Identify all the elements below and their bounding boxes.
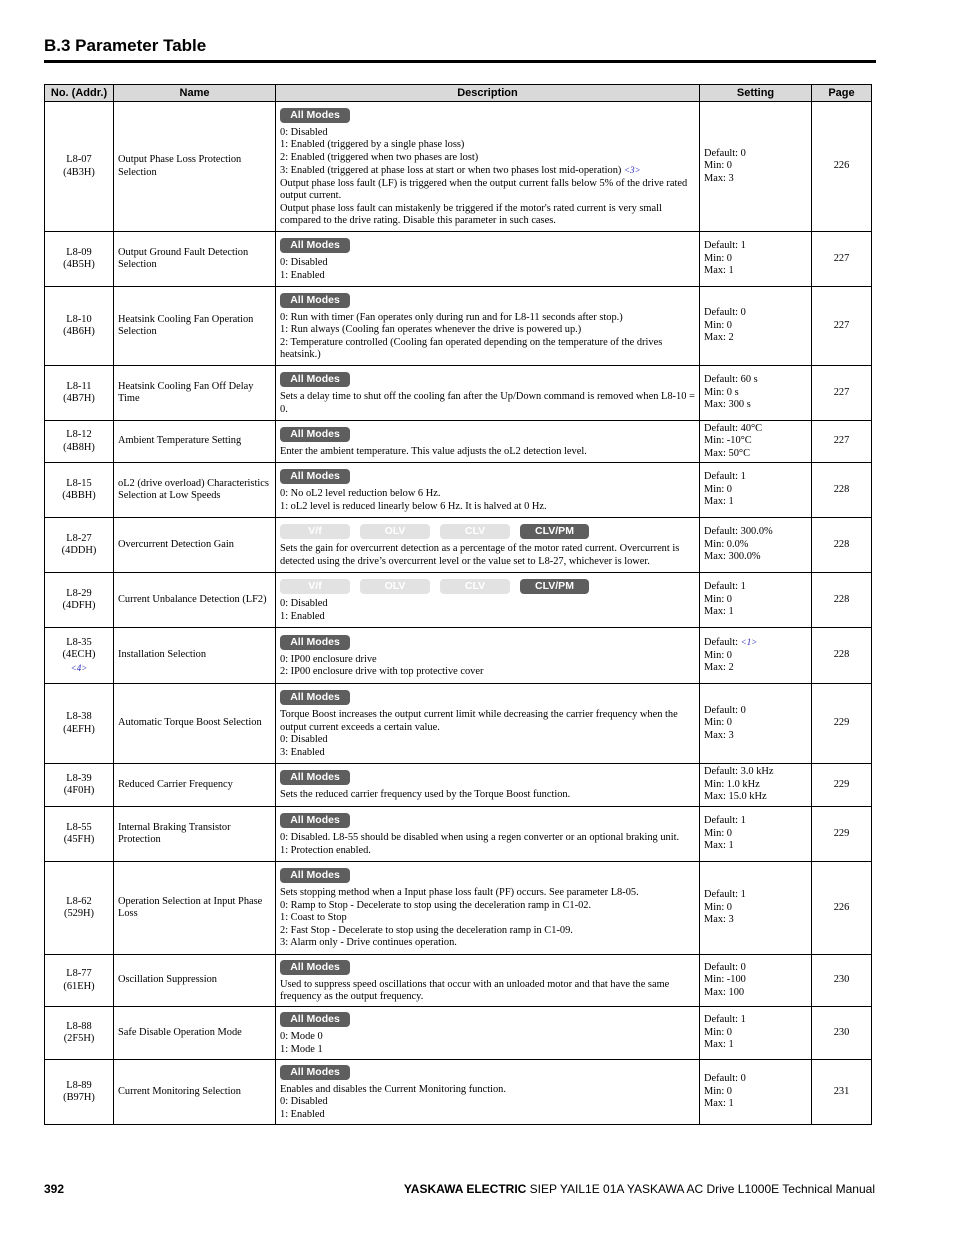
param-name: Overcurrent Detection Gain bbox=[114, 518, 276, 573]
olv-mode-badge: OLV bbox=[360, 579, 430, 594]
page-number: 392 bbox=[44, 1182, 65, 1196]
mode-badges bbox=[280, 524, 695, 539]
param-description: All Modes Enables and disables the Current Monitoring function. 0: Disabled 1: Enabled bbox=[276, 1060, 700, 1125]
clvpm-mode-badge: CLV/PM bbox=[520, 524, 589, 539]
table-row bbox=[45, 862, 872, 955]
param-name: Current Monitoring Selection bbox=[114, 1060, 276, 1125]
header-no: No. (Addr.) bbox=[45, 85, 114, 102]
param-setting: Default: 0 Min: 0 Max: 1 bbox=[700, 1060, 812, 1125]
param-number: L8-88 (2F5H) bbox=[45, 1007, 114, 1060]
param-description: All Modes Enter the ambient temperature. This value adjusts the oL2 detection level. bbox=[276, 421, 700, 463]
mode-badges bbox=[280, 770, 695, 785]
param-setting: Default: 40°C Min: -10°C Max: 50°C bbox=[700, 421, 812, 463]
param-number: L8-77 (61EH) bbox=[45, 955, 114, 1007]
param-setting: Default: 1 Min: 0 Max: 1 bbox=[700, 463, 812, 518]
all-modes-badge: All Modes bbox=[280, 372, 350, 387]
page-ref[interactable]: 230 bbox=[812, 1007, 872, 1060]
vf-mode-badge: V/f bbox=[280, 579, 350, 594]
param-name: oL2 (drive overload) Characteristics Selection at Low Speeds bbox=[114, 463, 276, 518]
param-description: All Modes 0: No oL2 level reduction below 6 Hz. 1: oL2 level is reduced linearly below 6 Hz. It is halved at 0 Hz. bbox=[276, 463, 700, 518]
footer-brand: YASKAWA ELECTRIC bbox=[403, 1182, 527, 1196]
param-setting: Default: 1 Min: 0 Max: 1 bbox=[700, 573, 812, 628]
page-ref[interactable]: 226 bbox=[812, 862, 872, 955]
param-setting: Default: 1 Min: 0 Max: 1 bbox=[700, 232, 812, 287]
table-row bbox=[45, 463, 872, 518]
param-name: Safe Disable Operation Mode bbox=[114, 1007, 276, 1060]
param-number: L8-55 (45FH) bbox=[45, 807, 114, 862]
param-description: All Modes 0: Disabled 1: Enabled bbox=[276, 232, 700, 287]
all-modes-badge: All Modes bbox=[280, 635, 350, 650]
table-row bbox=[45, 287, 872, 366]
page-ref[interactable]: 228 bbox=[812, 463, 872, 518]
param-setting: Default: 0 Min: 0 Max: 3 bbox=[700, 684, 812, 764]
title-rule bbox=[44, 60, 876, 63]
param-number: L8-35 (4ECH) <4> bbox=[45, 628, 114, 684]
mode-badges bbox=[280, 635, 695, 650]
param-setting: Default: 0 Min: 0 Max: 2 bbox=[700, 287, 812, 366]
param-number: L8-11 (4B7H) bbox=[45, 366, 114, 421]
param-number: L8-39 (4F0H) bbox=[45, 764, 114, 807]
param-name: Ambient Temperature Setting bbox=[114, 421, 276, 463]
param-description: All Modes Sets stopping method when a Input phase loss fault (PF) occurs. See parameter L8-05. 0: Ramp to Stop - Decelerate to stop using the deceleration ramp in C1-02. 1: Coast to Stop 2: Fast Stop - Decelerate to stop using the deceleration ramp in C1-09. 3: Alarm only - Drive continues operation. bbox=[276, 862, 700, 955]
param-description: All Modes Used to suppress speed oscillations that occur with an unloaded motor and that have the same frequency as the output frequency. bbox=[276, 955, 700, 1007]
table-row bbox=[45, 102, 872, 232]
param-name: Internal Braking Transistor Protection bbox=[114, 807, 276, 862]
all-modes-badge: All Modes bbox=[280, 690, 350, 705]
mode-badges bbox=[280, 960, 695, 975]
param-setting: Default: 1 Min: 0 Max: 3 bbox=[700, 862, 812, 955]
table-row bbox=[45, 628, 872, 684]
page-ref[interactable]: 230 bbox=[812, 955, 872, 1007]
header-name: Name bbox=[114, 85, 276, 102]
param-description: All Modes 0: Run with timer (Fan operates only during run and for L8-11 seconds after stop.) 1: Run always (Cooling fan operates whenever the drive is powered up.) 2: Temperature controlled (Cooling fan operated depending on the temperature of the drives heatsink.) bbox=[276, 287, 700, 366]
all-modes-badge: All Modes bbox=[280, 293, 350, 308]
param-setting: Default: 60 s Min: 0 s Max: 300 s bbox=[700, 366, 812, 421]
section-title: B.3 Parameter Table bbox=[44, 36, 207, 55]
page-ref[interactable]: 228 bbox=[812, 518, 872, 573]
param-number: L8-27 (4DDH) bbox=[45, 518, 114, 573]
param-description: All Modes 0: IP00 enclosure drive 2: IP00 enclosure drive with top protective cover bbox=[276, 628, 700, 684]
param-number: L8-62 (529H) bbox=[45, 862, 114, 955]
param-setting: Default: 300.0% Min: 0.0% Max: 300.0% bbox=[700, 518, 812, 573]
table-row bbox=[45, 366, 872, 421]
param-name: Heatsink Cooling Fan Off Delay Time bbox=[114, 366, 276, 421]
mode-badges bbox=[280, 1012, 695, 1027]
mode-badges bbox=[280, 813, 695, 828]
table-row bbox=[45, 232, 872, 287]
mode-badges bbox=[280, 293, 695, 308]
param-number: L8-89 (B97H) bbox=[45, 1060, 114, 1125]
param-setting: Default: <1> Min: 0 Max: 2 bbox=[700, 628, 812, 684]
param-number: L8-12 (4B8H) bbox=[45, 421, 114, 463]
all-modes-badge: All Modes bbox=[280, 960, 350, 975]
all-modes-badge: All Modes bbox=[280, 469, 350, 484]
param-name: Automatic Torque Boost Selection bbox=[114, 684, 276, 764]
header-description: Description bbox=[276, 85, 700, 102]
header-page: Page bbox=[812, 85, 872, 102]
page-ref[interactable]: 229 bbox=[812, 764, 872, 807]
param-setting: Default: 0 Min: -100 Max: 100 bbox=[700, 955, 812, 1007]
page-ref[interactable]: 227 bbox=[812, 366, 872, 421]
param-description: All Modes 0: Disabled. L8-55 should be disabled when using a regen converter or an optional braking unit. 1: Protection enabled. bbox=[276, 807, 700, 862]
footer-doc-title bbox=[404, 1182, 875, 1196]
page-ref[interactable]: 229 bbox=[812, 684, 872, 764]
param-description: All Modes Sets the reduced carrier frequency used by the Torque Boost function. bbox=[276, 764, 700, 807]
param-description: V/f OLV CLV CLV/PM Sets the gain for overcurrent detection as a percentage of the motor rated current. Overcurrent is detected using the drive’s overcurrent level or the value set to L8-27, whichever is lower. bbox=[276, 518, 700, 573]
page-ref[interactable]: 228 bbox=[812, 573, 872, 628]
param-description: All Modes Torque Boost increases the output current limit while decreasing the carrier frequency when the output current exceeds a certain value. 0: Disabled 3: Enabled bbox=[276, 684, 700, 764]
page-ref[interactable]: 231 bbox=[812, 1060, 872, 1125]
param-number: L8-29 (4DFH) bbox=[45, 573, 114, 628]
page-ref[interactable]: 226 bbox=[812, 102, 872, 232]
param-number: L8-09 (4B5H) bbox=[45, 232, 114, 287]
header-setting: Setting bbox=[700, 85, 812, 102]
all-modes-badge: All Modes bbox=[280, 868, 350, 883]
table-row bbox=[45, 764, 872, 807]
olv-mode-badge: OLV bbox=[360, 524, 430, 539]
param-name: Reduced Carrier Frequency bbox=[114, 764, 276, 807]
mode-badges bbox=[280, 690, 695, 705]
param-setting: Default: 1 Min: 0 Max: 1 bbox=[700, 1007, 812, 1060]
all-modes-badge: All Modes bbox=[280, 427, 350, 442]
all-modes-badge: All Modes bbox=[280, 238, 350, 253]
param-name: Installation Selection bbox=[114, 628, 276, 684]
param-number: L8-10 (4B6H) bbox=[45, 287, 114, 366]
param-description: All Modes Sets a delay time to shut off the cooling fan after the Up/Down command is removed when L8-10 = 0. bbox=[276, 366, 700, 421]
param-name: Heatsink Cooling Fan Operation Selection bbox=[114, 287, 276, 366]
mode-badges bbox=[280, 427, 695, 442]
table-header-row bbox=[45, 85, 872, 102]
mode-badges bbox=[280, 238, 695, 253]
all-modes-badge: All Modes bbox=[280, 1065, 350, 1080]
all-modes-badge: All Modes bbox=[280, 1012, 350, 1027]
vf-mode-badge: V/f bbox=[280, 524, 350, 539]
mode-badges bbox=[280, 372, 695, 387]
page-ref[interactable]: 227 bbox=[812, 232, 872, 287]
param-description: All Modes 0: Disabled 1: Enabled (triggered by a single phase loss) 2: Enabled (triggered when two phases are lost) 3: Enabled (triggered at phase loss at start or when two phases lost mid-operation) <3> Output phase loss fault (LF) is triggered when the output current falls below 5% of the drive rated output current. Output phase loss fault can mistakenly be triggered if the motor's rated current is very small compared to the drive rating. Disable this parameter in such cases. bbox=[276, 102, 700, 232]
param-description: V/f OLV CLV CLV/PM 0: Disabled 1: Enabled bbox=[276, 573, 700, 628]
param-setting: Default: 1 Min: 0 Max: 1 bbox=[700, 807, 812, 862]
param-number: L8-38 (4EFH) bbox=[45, 684, 114, 764]
param-description: All Modes 0: Mode 0 1: Mode 1 bbox=[276, 1007, 700, 1060]
footer-manual-name: SIEP YAIL1E 01A YASKAWA AC Drive L1000E Technical Manual bbox=[526, 1182, 875, 1196]
clvpm-mode-badge: CLV/PM bbox=[520, 579, 589, 594]
param-name: Output Phase Loss Protection Selection bbox=[114, 102, 276, 232]
clv-mode-badge: CLV bbox=[440, 579, 510, 594]
page-ref[interactable]: 229 bbox=[812, 807, 872, 862]
clv-mode-badge: CLV bbox=[440, 524, 510, 539]
page-ref[interactable]: 227 bbox=[812, 287, 872, 366]
table-row bbox=[45, 518, 872, 573]
all-modes-badge: All Modes bbox=[280, 813, 350, 828]
param-name: Oscillation Suppression bbox=[114, 955, 276, 1007]
all-modes-badge: All Modes bbox=[280, 770, 350, 785]
table-row bbox=[45, 421, 872, 463]
footnote-ref[interactable]: <4> bbox=[70, 662, 88, 673]
table-row bbox=[45, 1007, 872, 1060]
footnote-ref[interactable]: <1> bbox=[740, 637, 758, 648]
mode-badges bbox=[280, 868, 695, 883]
page-ref[interactable]: 227 bbox=[812, 421, 872, 463]
table-row bbox=[45, 684, 872, 764]
param-name: Output Ground Fault Detection Selection bbox=[114, 232, 276, 287]
param-number: L8-15 (4BBH) bbox=[45, 463, 114, 518]
param-name: Operation Selection at Input Phase Loss bbox=[114, 862, 276, 955]
param-number: L8-07 (4B3H) bbox=[45, 102, 114, 232]
table-row bbox=[45, 1060, 872, 1125]
mode-badges bbox=[280, 469, 695, 484]
footnote-ref[interactable]: <3> bbox=[623, 165, 641, 175]
mode-badges bbox=[280, 579, 695, 594]
param-setting: Default: 0 Min: 0 Max: 3 bbox=[700, 102, 812, 232]
parameter-table bbox=[44, 84, 872, 1125]
mode-badges bbox=[280, 1065, 695, 1080]
page-ref[interactable]: 228 bbox=[812, 628, 872, 684]
all-modes-badge: All Modes bbox=[280, 108, 350, 123]
mode-badges bbox=[280, 108, 695, 123]
table-row bbox=[45, 955, 872, 1007]
table-row bbox=[45, 573, 872, 628]
param-setting: Default: 3.0 kHz Min: 1.0 kHz Max: 15.0 kHz bbox=[700, 764, 812, 807]
table-row bbox=[45, 807, 872, 862]
param-name: Current Unbalance Detection (LF2) bbox=[114, 573, 276, 628]
